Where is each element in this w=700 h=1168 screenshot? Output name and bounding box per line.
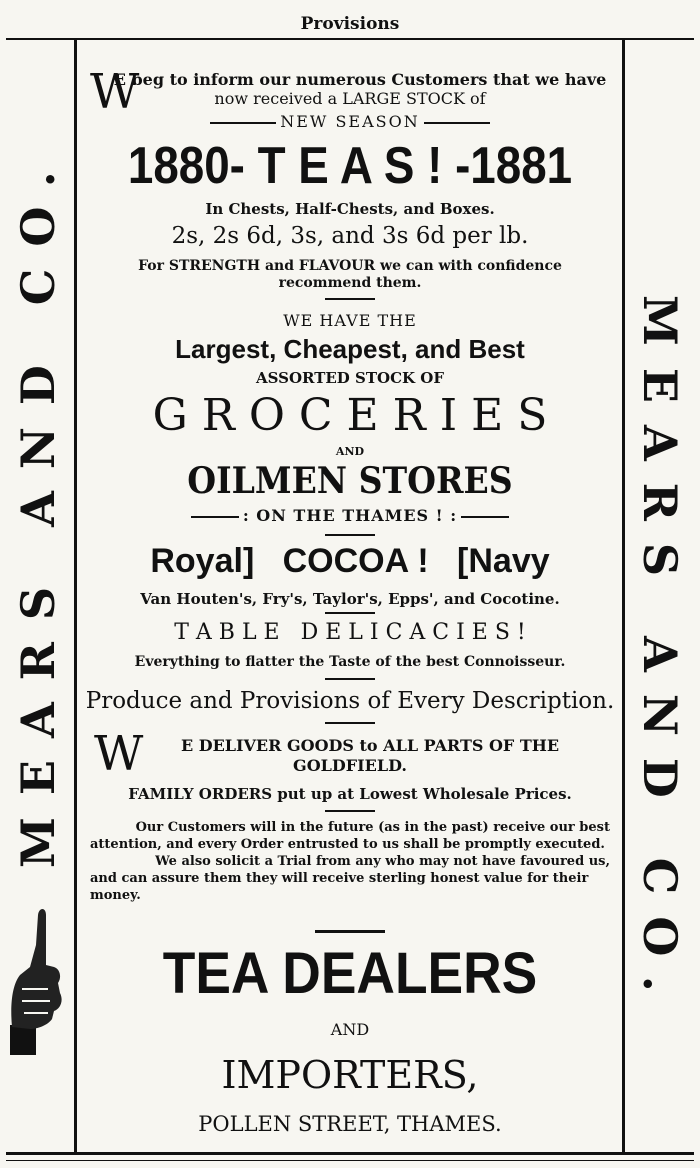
on-thames-text: : ON THE THAMES ! : (242, 506, 458, 525)
para2-line-1: We also solicit a Trial from any who may not have favoured us, (155, 854, 610, 869)
divider (325, 534, 375, 536)
tea-dealers-headline: TEA DEALERS (162, 941, 538, 1006)
importers-headline: IMPORTERS, (221, 1053, 479, 1097)
cocoa-left: Royal] (150, 542, 255, 580)
on-thames-line (80, 506, 620, 525)
intro-drop-cap: W (90, 64, 140, 120)
cocoa-line (80, 542, 620, 581)
strength-line-1: For STRENGTH and FLAVOUR we can with confidence (138, 258, 562, 274)
para2-line-2: and can assure them they will receive sterling honest value for their (90, 871, 589, 886)
flatter-line: Everything to flatter the Taste of the best Connoisseur. (134, 654, 566, 670)
cocoa-mid: COCOA ! (282, 542, 429, 580)
divider (325, 678, 375, 680)
right-vertical-text: MEARS AND CO. (633, 295, 687, 1014)
divider (315, 930, 385, 933)
and-line-2: AND (330, 1020, 370, 1039)
section-title: Provisions (300, 14, 400, 34)
oilmen-headline: OILMEN STORES (187, 460, 513, 502)
pointing-hand-icon (8, 905, 68, 1055)
chests-line: In Chests, Half-Chests, and Boxes. (205, 200, 495, 218)
right-column-rule (622, 40, 625, 1152)
page-header (0, 0, 700, 38)
divider (325, 298, 375, 300)
largest-line: Largest, Cheapest, and Best (175, 334, 525, 364)
strength-line-2: recommend them. (278, 275, 422, 291)
bottom-rule-thin (6, 1160, 694, 1161)
assorted-line: ASSORTED STOCK OF (255, 369, 445, 387)
advertisement (80, 40, 620, 1150)
deliver-line-1: E DELIVER GOODS to ALL PARTS OF THE (180, 736, 560, 755)
address-line: POLLEN STREET, THAMES. (198, 1112, 502, 1136)
para2-line-3: money. (90, 888, 141, 903)
divider (325, 612, 375, 614)
we-have-line: WE HAVE THE (283, 311, 417, 330)
groceries-headline: G R O C E R I E S (152, 390, 548, 441)
teas-headline: 1880- T E A S ! -1881 (127, 137, 573, 195)
cocoa-brands-line: Van Houten's, Fry's, Taylor's, Epps', and Cocotine. (140, 590, 560, 608)
table-delicacies-line: T A B L E D E L I C A C I E S ! (174, 620, 526, 645)
left-vertical-text: MEARS AND CO. (11, 149, 65, 868)
new-season-text: NEW SEASON (280, 112, 420, 131)
new-season-line (80, 112, 620, 131)
intro-line-1: E beg to inform our numerous Customers that we have (113, 70, 607, 89)
deliver-line-2: GOLDFIELD. (293, 756, 407, 775)
intro-line-2: now received a LARGE STOCK of (214, 89, 486, 108)
prices-line: 2s, 2s 6d, 3s, and 3s 6d per lb. (171, 223, 529, 249)
para1-line-1: Our Customers will in the future (as in the past) receive our best (135, 820, 610, 835)
divider (325, 810, 375, 812)
left-column-rule (74, 40, 77, 1152)
divider (325, 722, 375, 724)
deliver-drop-cap: W (94, 726, 144, 782)
para1-line-2: attention, and every Order entrusted to us shall be promptly executed. (90, 837, 605, 852)
bottom-rule-thick (6, 1152, 694, 1155)
family-orders-line: FAMILY ORDERS put up at Lowest Wholesale Prices. (128, 785, 572, 803)
produce-line: Produce and Provisions of Every Description. (85, 688, 615, 714)
cocoa-right: [Navy (457, 542, 550, 580)
and-line-1: AND (335, 445, 365, 458)
